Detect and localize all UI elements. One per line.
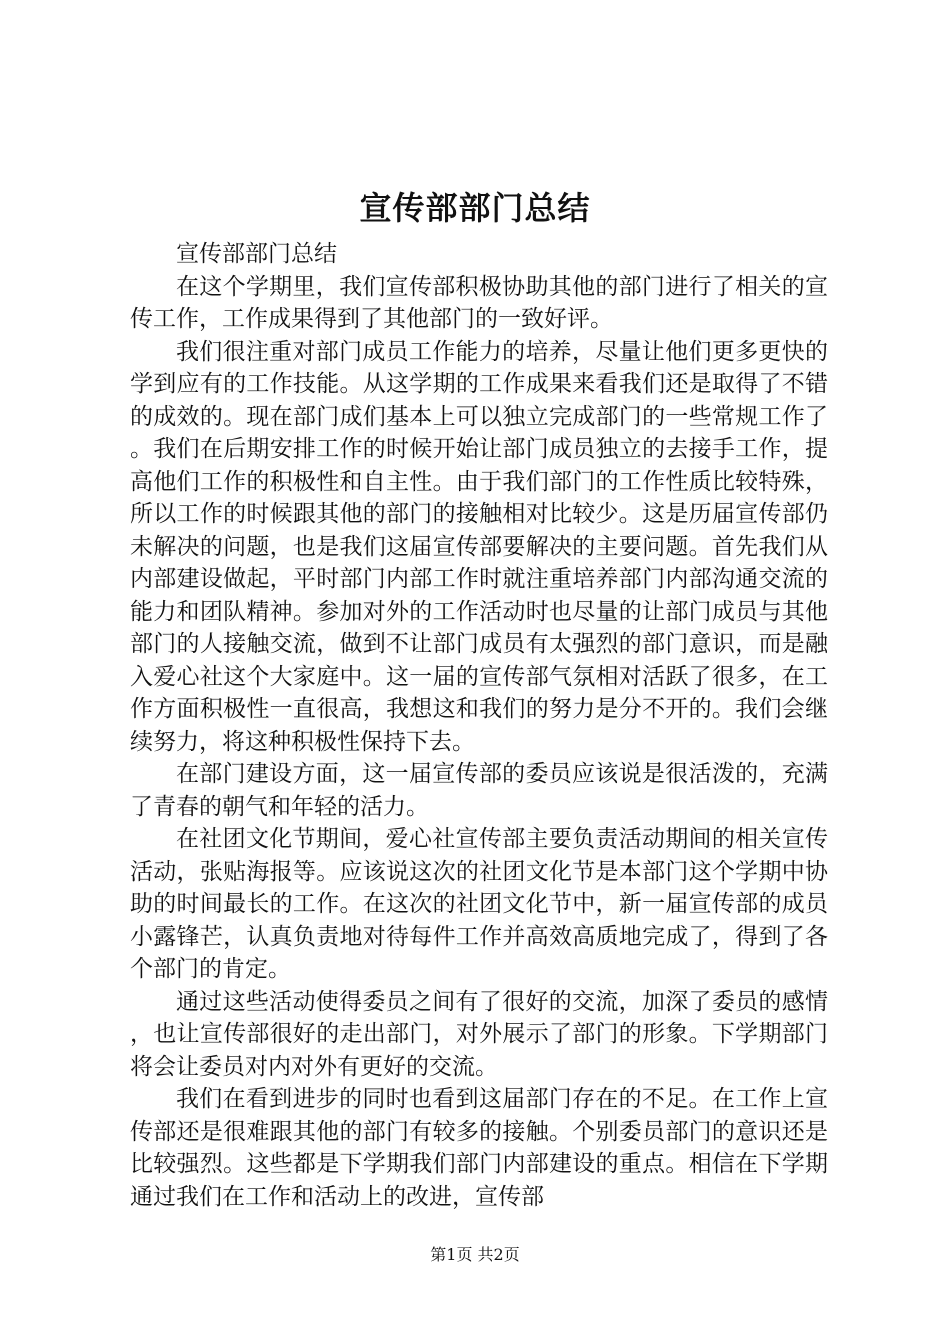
- paragraph-culture-festival: 在社团文化节期间，爱心社宣传部主要负责活动期间的相关宣传活动，张贴海报等。应该说这次的社团文化节是本部门这个学期中协助的时间最长的工作。在这次的社团文化节中，新一届宣传部的成员小露锋芒，认真负责地对待每件工作并高效高质地完成了，得到了各个部门的肯定。: [130, 826, 828, 982]
- paragraph-department-building: 在部门建设方面，这一届宣传部的委员应该说是很活泼的，充满了青春的朝气和年轻的活力。: [130, 761, 828, 820]
- document-title: 宣传部部门总结: [359, 189, 591, 227]
- paragraph-member-training: 我们很注重对部门成员工作能力的培养，尽量让他们更多更快的学到应有的工作技能。从这学期的工作成果来看我们还是取得了不错的成效的。现在部门成们基本上可以独立完成部门的一些常规工作了。我们在后期安排工作的时候开始让部门成员独立的去接手工作，提高他们工作的积极性和自主性。由于我们部门的工作性质比较特殊，所以工作的时候跟其他的部门的接触相对比较少。这是历届宣传部仍未解决的问题，也是我们这届宣传部要解决的主要问题。首先我们从内部建设做起，平时部门内部工作时就注重培养部门内部沟通交流的能力和团队精神。参加对外的工作活动时也尽量的让部门成员与其他部门的人接触交流，做到不让部门成员有太强烈的部门意识，而是融入爱心社这个大家庭中。这一届的宣传部气氛相对活跃了很多，在工作方面积极性一直很高，我想这和我们的努力是分不开的。我们会继续努力，将这种积极性保持下去。: [130, 338, 828, 755]
- paragraph-shortcomings: 我们在看到进步的同时也看到这届部门存在的不足。在工作上宣传部还是很难跟其他的部门有较多的接触。个别委员部门的意识还是比较强烈。这些都是下学期我们部门内部建设的重点。相信在下学期通过我们在工作和活动上的改进，宣传部: [130, 1086, 828, 1210]
- page-number-footer: 第1页 共2页: [430, 1245, 520, 1264]
- paragraph-intro: 在这个学期里，我们宣传部积极协助其他的部门进行了相关的宣传工作，工作成果得到了其他部门的一致好评。: [130, 273, 828, 332]
- paragraph-subtitle: 宣传部部门总结: [176, 241, 337, 267]
- paragraph-communication: 通过这些活动使得委员之间有了很好的交流，加深了委员的感情，也让宣传部很好的走出部门，对外展示了部门的形象。下学期部门将会让委员对内对外有更好的交流。: [130, 988, 828, 1080]
- document-body: [130, 238, 828, 1213]
